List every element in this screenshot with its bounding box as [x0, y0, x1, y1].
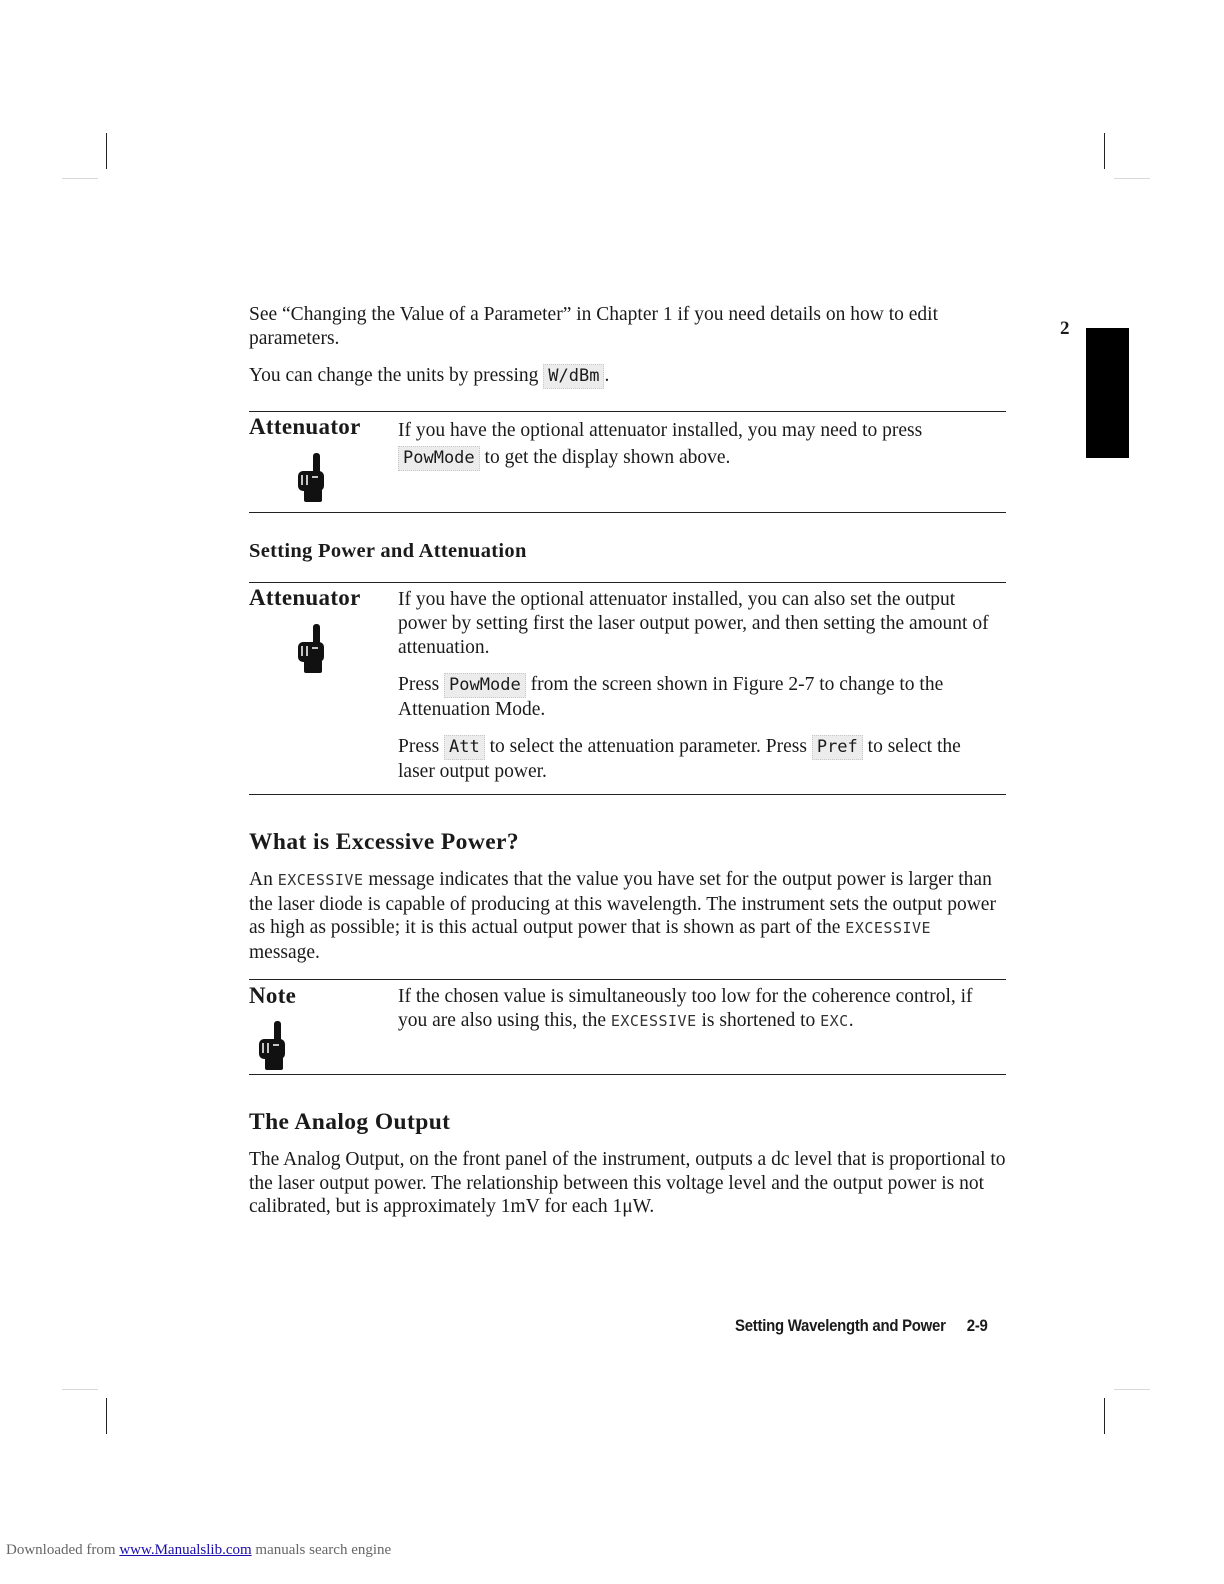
attenuator-2-paragraph-2 [398, 673, 998, 722]
chapter-number: 2 [1060, 318, 1070, 339]
intro-paragraph-1: See “Changing the Value of a Parameter” in Chapter 1 if you need details on how to edit parameters. [249, 304, 938, 349]
attenuator-2-p3-mid: to select the attenuation parameter. Press [489, 736, 807, 757]
rule-bottom-note [249, 1074, 1006, 1075]
intro-paragraph-2 [249, 364, 1006, 389]
rule-bottom-attenuator-2 [249, 794, 1006, 795]
rule-bottom-attenuator-1 [249, 512, 1006, 513]
footer-page-number: 2-9 [966, 1316, 988, 1335]
rule-top-note [249, 979, 1006, 980]
note-text-end: . [848, 1010, 854, 1031]
attenuator-text-1-after: to get the display shown above. [484, 447, 731, 468]
pointing-hand-icon [296, 451, 330, 503]
intro-paragraph-2-text: You can change the units by pressing [249, 365, 539, 386]
excessive-message-1: EXCESSIVE [277, 871, 364, 889]
heading-setting-power: Setting Power and Attenuation [249, 540, 527, 562]
rule-top-attenuator-2 [249, 582, 1006, 583]
pointing-hand-icon [296, 622, 330, 674]
crop-line-bottom-left [62, 1389, 98, 1390]
note-excessive-message: EXCESSIVE [610, 1012, 697, 1030]
footer-title: Setting Wavelength and Power [735, 1316, 946, 1335]
attenuator-2-p3-before: Press [398, 736, 440, 757]
download-prefix: Downloaded from [6, 1542, 116, 1558]
crop-line-top-left [62, 178, 98, 179]
crop-mark-bottom-right [1104, 1398, 1105, 1434]
powmode-key-1: PowMode [398, 446, 480, 471]
attenuator-2-p3-after: to select the laser output power. [398, 736, 961, 782]
crop-line-top-right [1114, 178, 1150, 179]
excessive-end: message. [249, 941, 320, 963]
manualslib-link[interactable]: www.Manualslib.com [119, 1542, 252, 1558]
crop-mark-top-right [1104, 133, 1105, 169]
attenuator-2-p2-after: from the screen shown in Figure 2-7 to change to the Attenuation Mode. [398, 674, 944, 720]
download-line [6, 1542, 391, 1559]
attenuator-text-2 [398, 588, 998, 797]
crop-line-bottom-right [1114, 1389, 1150, 1390]
heading-analog-output: The Analog Output [249, 1109, 451, 1135]
pointing-hand-icon [257, 1019, 291, 1071]
att-key: Att [444, 735, 485, 760]
note-text [398, 985, 998, 1033]
attenuator-label-1: Attenuator [249, 414, 361, 439]
attenuator-text-1 [398, 417, 998, 471]
pref-key: Pref [812, 735, 863, 760]
crop-mark-top-left [106, 133, 107, 169]
powmode-key-2: PowMode [444, 673, 526, 698]
heading-excessive-power: What is Excessive Power? [249, 829, 520, 855]
download-suffix: manuals search engine [255, 1542, 392, 1558]
crop-mark-bottom-left [106, 1398, 107, 1434]
attenuator-text-1-before: If you have the optional attenuator installed, you may need to press [398, 420, 923, 441]
rule-top-attenuator-1 [249, 411, 1006, 412]
note-text-before: If the chosen value is simultaneously too low for the coherence control, if you are also using this, the [398, 986, 973, 1031]
note-label: Note [249, 983, 297, 1008]
intro-paragraph-2-end: . [604, 365, 610, 386]
analog-paragraph: The Analog Output, on the front panel of the instrument, outputs a dc level that is proportional to the laser output power. The relationship between this voltage level and the output power is not calibrated, but is approximately 1mV for each 1μW. [249, 1149, 1006, 1217]
attenuator-2-paragraph-1: If you have the optional attenuator installed, you can also set the output power by setting first the laser output power, and then setting the amount of attenuation. [398, 589, 989, 658]
excessive-paragraph [249, 868, 1006, 964]
attenuator-2-p2-before: Press [398, 674, 440, 695]
note-text-mid: is shortened to [701, 1010, 816, 1031]
attenuator-2-paragraph-3 [398, 735, 998, 784]
excessive-body: message indicates that the value you have set for the output power is larger than the laser diode is capable of producing at this wavelength. The instrument sets the output power as high as possible; it is this actual output power that is shown as part of the [249, 869, 996, 938]
chapter-tab-marker [1086, 328, 1129, 458]
note-exc-message: EXC [820, 1012, 849, 1030]
attenuator-label-2: Attenuator [249, 585, 361, 610]
page-footer [735, 1316, 988, 1336]
excessive-an: An [249, 869, 273, 890]
excessive-message-2: EXCESSIVE [845, 919, 932, 937]
w-dbm-key: W/dBm [543, 364, 604, 389]
